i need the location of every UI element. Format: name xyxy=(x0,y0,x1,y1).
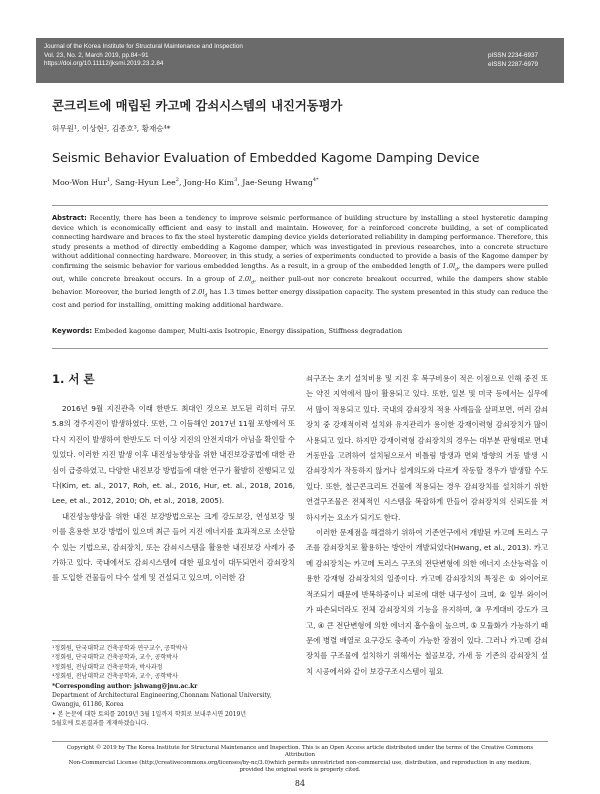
footnotes: ¹정회원, 단국대학교 건축공학과 연구교수, 공학박사 ²정회원, 단국대학교 건축공학과, 교수, 공학박사 ³정회원, 전남대학교 건축공학과, 박사과정 ⁴정회원, 전남대학교 건축공학과, 교수, 공학박사 *Corresponding author: jshwang@jnu.ac.kr Department of Architectural Engineering,Chonnam National University, Gwangju, 61186, Korea • 본 논문에 대한 토의를 2019년 3월 1일까지 학회로 보내주시면 2019년 5월호에 토론결과를 게재하겠습니다. xyxy=(52,644,295,729)
abstract-label: Abstract: xyxy=(52,214,87,222)
keywords xyxy=(52,327,548,337)
paragraph: 2016년 9월 지진관측 이래 한반도 최대인 것으로 보도된 리히터 규모 5.8의 경주지진이 발생하였다. 또한, 그 이듬해인 2017년 11월 포항에서 또다시 지진이 발생하여 한반도도 더 이상 지진의 안전지대가 아님을 확인할 수 있었다. 이러한 지진 발생 이후 내진성능향상을 위한 내진보강공법에 대한 관심이 급증하였고, 다양한 내진보강 방법들에 대한 연구가 활발히 진행되고 있다(Kim, et. al., 2017, Roh, et. al., 2016, Hur, et. al., 2018, 2016, Lee, et al., 2012, 2010; Oh, et al., 2018, 2005). xyxy=(52,404,295,506)
copyright-notice: Copyright © 2019 by The Korea Institute for Structural Maintenance and Inspection. This is an Open Access article distributed under the terms of the Creative Commons Attribution Non-Commercial License (http://creativecommons.org/licenses/by-nc/3.0)which permits unrestricted non-commercial use, distribution, and reproduction in any medium, provided the original work is properly cited. xyxy=(66,745,534,774)
paragraph: 쇠구조는 초기 설치비용 및 지진 후 복구비용이 적은 이점으로 인해 중진 또는 약진 지역에서 많이 활용되고 있다. 또한, 일본 및 미국 등에서는 실무에서 많이 적용되고 있다. 국내의 감쇠장치 적용 사례들을 살펴보면, 여러 감쇠장치 중 강재적이력 설치와 유지관리가 용이한 강재이력형 감쇠장치가 많이 사용되고 있다. 하지만 강재이력형 감쇠장치의 경우는 대부분 판형태로 면내거동만을 고려하여 설치됨으로서 비틀림 방생과 면외 방향의 거동 발생 시 감쇠장치가 작동하지 않거나 설계의도와 다르게 작동할 경우가 발생할 수도 있다. 또한, 철근콘크리트 건물에 적용되는 경우 감쇠장치를 설치하기 위한 연결구조물은 전체적인 시스템을 복잡하게 만들어 감쇠장치의 신뢰도를 저하시키는 요소가 되기도 한다. xyxy=(306,374,548,522)
divider-bottom xyxy=(52,348,548,349)
paragraph: 이러한 문제점을 해결하기 위하여 기존연구에서 개발된 카고메 트러스 구조를 감쇠장치로 활용하는 방안이 개발되었다(Hwang, et al., 2013). 카고메 감쇠장치는 카고메 트러스 구조의 전단변형에 의한 에너지 소산능력을 이용한 강재형 감쇠장치의 일종이다. 카고메 감쇠장치의 특징은 ① 와이어로 적조되기 때문에 반복하중이나 피로에 대한 내구성이 크며, ② 일부 와이어가 파손되더라도 전체 감쇠장치의 기능을 유지하며, ③ 무게대비 강도가 크고, ④ 큰 전단변형에 의한 에너지 흡수율이 높으며, ⑤ 모듈화가 가능하기 때문에 병렬 배열로 요구강도 충족이 가능한 장점이 있다. 그러나 카고메 감쇠장치를 구조물에 설치하기 위해서는 철골보강, 가새 등 기존의 감쇠장치 설치 시공에서와 같이 보강구조시스템이 필요 xyxy=(306,528,548,676)
section-heading: 1. 서 론 xyxy=(52,372,95,386)
left-column xyxy=(52,401,295,586)
journal-header-banner xyxy=(36,38,564,83)
title-korean: 콘크리트에 매립된 카고메 감쇠시스템의 내진거동평가 xyxy=(52,99,343,113)
eissn: eISSN 2287-6979 xyxy=(487,60,538,68)
divider-top xyxy=(52,205,548,206)
journal-volume: Vol. 23, No. 2, March 2019, pp.84~91 xyxy=(44,51,149,59)
keywords-label: Keywords: xyxy=(52,327,93,335)
journal-doi[interactable]: https://doi.org/10.11112/jksmi.2019.23.2.84 xyxy=(44,60,164,68)
divider-copyright xyxy=(52,741,548,742)
corresponding-author: *Corresponding author: jshwang@jnu.ac.kr xyxy=(52,682,198,690)
title-english: Seismic Behavior Evaluation of Embedded Kagome Damping Device xyxy=(52,150,480,165)
paragraph: 내진성능향상을 위한 내진 보강방법으로는 크게 강도보강, 연성보강 및 이를 혼용한 보강 방법이 있으며 최근 들어 지진 에너지를 효과적으로 소산할 수 있는 기법으로, 감쇠장치, 또는 감쇠시스템을 활용한 내진보강 사례가 증가하고 있다. 국내에서도 감쇠시스템에 대한 필요성이 대두되면서 감쇠장치를 도입한 건물들이 다수 설계 및 건설되고 있으며, 이러한 감 xyxy=(52,511,295,583)
page-number: 84 xyxy=(294,779,306,788)
pissn: pISSN 2234-6937 xyxy=(487,52,538,59)
authors-korean: 허무원¹, 이상현², 김종호³, 황재승⁴* xyxy=(52,124,171,133)
abstract: Abstract: Recently, there has been a tendency to improve seismic performance of building structure by installing a steel hysteretic damping device which is economically efficient and easy to install and maintain. However, for a reinforced concrete building, a set of complicated connecting hardware and braces to fix the steel hysteretic damping device yields deteriorated reliability in damping performance. Therefore, this study presents a method of directly embedding a Kagome damper, which was investigated in previous researches, into a concrete structure without additional connecting hardware. Moreover, in this study, a series of experiments conducted to provide a basis of the Kagome damper by confirming the seismic behavior for various embedded lengths. As a result, in a group of the embedded length of $1.0l_d$, the dampers were pulled out, while concrete breakout occurs. In a group of $2.0l_d$, neither pull-out nor concrete breakout occurred, while the dampers show stable behavior. Moreover, the buried length of $2.0l_d$ has 1.3 times better energy dissipation capacity. The system presented in this study can reduce the cost and period for installing, omitting making additional hardware. xyxy=(52,214,549,309)
authors-english: Moo-Won Hur$^1$, Sang-Hyun Lee$^2$, Jong-Ho Kim$^3$, Jae-Seung Hwang$^{4*}$ xyxy=(52,177,319,187)
keywords-text: Embeded kagome damper, Multi-axis Isotropic, Energy dissipation, Stiffness degradation xyxy=(94,327,403,335)
footnote-rule xyxy=(52,640,152,641)
right-column xyxy=(306,371,548,679)
journal-name: Journal of the Korea Institute for Structural Maintenance and Inspection xyxy=(44,43,243,50)
